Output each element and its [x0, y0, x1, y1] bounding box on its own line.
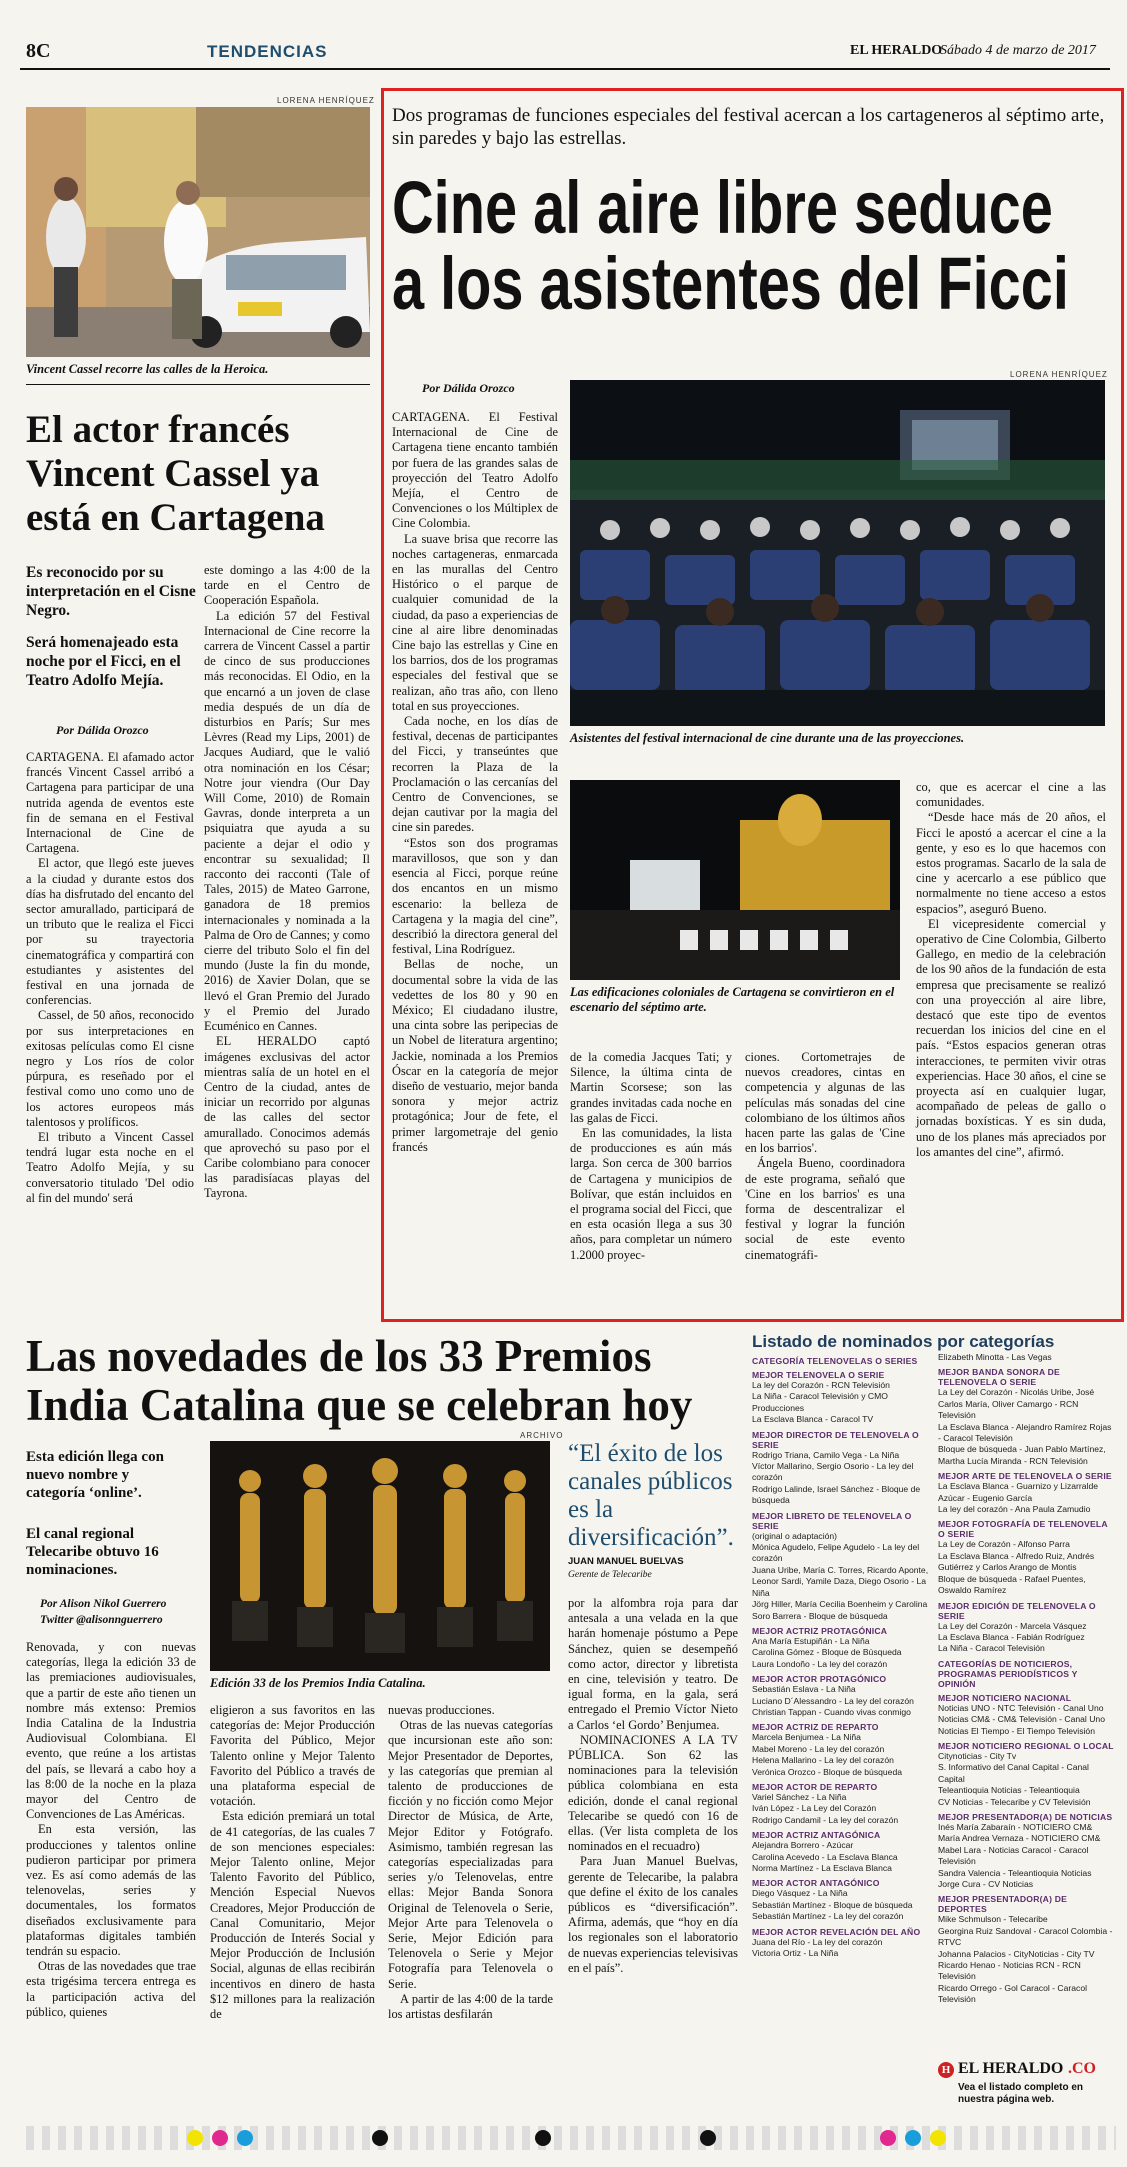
cine-col-1 [392, 410, 558, 1155]
category-heading: CATEGORÍA TELENOVELAS O SERIES [752, 1356, 918, 1366]
nominee-item: Teleantioquia Noticias - Teleantioquia [938, 1785, 1080, 1796]
cine-col-2 [570, 1050, 732, 1263]
header-date: Sábado 4 de marzo de 2017 [940, 43, 1096, 58]
divider [26, 384, 370, 385]
nominee-item: La ley del corazón - Ana Paula Zamudio [938, 1504, 1091, 1515]
heraldo-brand[interactable]: EL HERALDO [958, 2060, 1064, 2077]
nominee-item: Marcela Benjumea - La Niña [752, 1732, 861, 1743]
nominee-item: Noticias UNO - NTC Televisión - Canal Uno [938, 1702, 1104, 1713]
nominee-item: Carolina Gómez - Bloque de Búsqueda [752, 1647, 902, 1658]
paragraph: Otras de las novedades que trae esta trigésima tercera entrega es la participación activa del público, quienes [26, 1959, 196, 2019]
cassel-byline: Por Dálida Orozco [56, 723, 149, 737]
paragraph: En esta versión, las producciones y talentos online pudieron participar por primera vez. Es así como además de las telenovelas, series y documentales, los formatos diseñados exclusivamente para plataformas digitales también tendrán su espacio. [26, 1822, 196, 1959]
nominee-item: Rodrigo Candamil - La ley del corazón [752, 1814, 899, 1825]
paragraph: La edición 57 del Festival Internacional de Cine recorre la carrera de Vincent Cassel a partir de cinco de sus producciones más reconocidas. El Odio, en la que encarnó a un joven de clase media después de un día de disturbios en París; Sur mes Lèvres (Read my Lips, 2001) de Jacques Audiard, que le valió otra nominación en los César; Notre jour viendra (Our Day Will Come, 2010) de Romain Gavras, donde interpreta a un psiquiatra que ayuda a su paciente a dejar el odio y encontrar su sexualidad; Il racconto dei racconti (Tale of Tales, 2015) de Mateo Garrone, ganadora de 18 premios internacionales y nominada a la Palma de Oro de Cannes; y como cierre del tributo Solo el fin del mundo (Juste la fin du monde, 2016) de Xavier Dolan, que se llevó el Gran Premio del Jurado y el Premio del Jurado Ecuménico en Cannes. [204, 608, 370, 1034]
india-col-2 [210, 1703, 375, 2022]
paragraph: Cassel, de 50 años, reconocido por sus interpretaciones en exitosas películas como El cisne negro y Los ríos de color púrpura, es reseñado por el festival como uno como uno de los actores europeos más talentosos y prolíficos. [26, 1008, 194, 1129]
india-col-1 [26, 1640, 196, 2020]
registration-dot-cyan [237, 2130, 253, 2146]
category-heading: MEJOR ACTOR PROTAGÓNICO [752, 1674, 887, 1685]
paragraph: CARTAGENA. El Festival Internacional de Cine de Cartagena tiene encanto también por fuera de las grandes salas de proyección del Teatro Adolfo Mejía, el Centro de Convenciones o los Múltiplex de Cine Colombia. [392, 410, 558, 531]
registration-dot-magenta [212, 2130, 228, 2146]
nominees-col-b [938, 1352, 1114, 2042]
paragraph: nuevas producciones. [388, 1703, 495, 1717]
nominee-item: Ricardo Orrego - Gol Caracol - Caracol Televisión [938, 1982, 1088, 2005]
page-number: 8C [26, 40, 51, 62]
nominee-item: La Ley de Corazón - Alfonso Parra [938, 1539, 1070, 1550]
nominee-item: Helena Mallarino - La ley del corazón [752, 1755, 894, 1766]
category-heading: MEJOR ACTOR DE REPARTO [752, 1781, 878, 1792]
nominee-item: La Ley del Corazón - Nicolás Uribe, José Carlos María, Oliver Camargo - RCN Televisión [938, 1387, 1095, 1421]
pull-quote: “El éxito de los canales públicos es la diversificación”. [568, 1440, 734, 1551]
nominee-item: Inés María Zabaraín - NOTICIERO CM& [938, 1821, 1093, 1832]
paragraph: “Desde hace más de 20 años, el Ficci le apostó a acercar el cine a la gente, y eso es lo que hacemos con estos programas. Sacarlo de la sala de cine y acercarlo a ese público que normalmente no tiene acceso a estos espacios”, aseguró Bueno. [916, 810, 1106, 916]
india-subhead-1: Esta edición llega con nuevo nombre y categoría ‘online’. [26, 1449, 164, 1501]
nominee-item: Ana María Estupiñán - La Niña [752, 1635, 870, 1646]
section-title: TENDENCIAS [207, 42, 328, 61]
nominee-item: Bloque de búsqueda - Juan Pablo Martínez, Martha Lucía Miranda - RCN Televisión [938, 1444, 1106, 1466]
category-heading: MEJOR BANDA SONORA DE TELENOVELA O SERIE [938, 1367, 1060, 1388]
cine-headline: Cine al aire libre seduce a los asistentes del Ficci [392, 170, 1069, 325]
nominee-item: Christian Tappan - Cuando vivas conmigo [752, 1706, 911, 1717]
registration-dot-black [700, 2130, 716, 2146]
nominee-item: Mónica Agudelo, Felipe Agudelo - La ley del corazón [752, 1542, 920, 1564]
nominee-item: Victoria Ortiz - La Niña [752, 1948, 839, 1959]
paragraph: En las comunidades, la lista de producciones es aún más larga. Son cerca de 300 barrios de Cartagena y municipios de Bolívar, que están incluidos en el programa social del Ficci, que en esta ocasión llega a sus 30 años, para completar un número 1.2000 proyec- [570, 1126, 732, 1262]
nominee-item: Elizabeth Minotta - Las Vegas [938, 1352, 1052, 1362]
registration-dot-yellow [187, 2130, 203, 2146]
paragraph: El actor, que llegó este jueves a la ciudad y durante estos dos días ha disfrutado del encanto del sector amurallado, participará de un tributo que le realiza el Ficci por su trayectoria cinematográfica y compartirá con estudiantes y asistentes del festival en una jornada de conferencias. [26, 856, 194, 1008]
nominee-item: Luciano D´Alessandro - La ley del corazón [752, 1695, 914, 1706]
paragraph: Ángela Bueno, coordinadora de este programa, señaló que 'Cine en los barrios' es una forma de descentralizar el festival y lograr la función social de este evento cinematográfi- [745, 1156, 905, 1262]
paragraph: CARTAGENA. El afamado actor francés Vincent Cassel arribó a Cartagena para participar de una nutrida agenda de eventos este fin de semana en el Festival Internacional de Cine de Cartagena. [26, 750, 194, 856]
category-heading: MEJOR NOTICIERO REGIONAL O LOCAL [938, 1740, 1114, 1751]
paragraph: de la comedia Jacques Tati; y Silence, la última cinta de Martin Scorsese; son las grandes invitadas cada noche en las galas de Ficci. [570, 1050, 732, 1125]
category-heading: MEJOR ACTOR REVELACIÓN DEL AÑO [752, 1926, 921, 1937]
nominee-item: Sebastián Martínez - La ley del corazón [752, 1911, 904, 1922]
paragraph: Otras de las nuevas categorías que incursionan este año son: Mejor Presentador de Deportes, y las categorías que premian al talento de producciones de ficción y no ficción como Mejor Director de Música, de Arte, Mejor Editor y Fotógrafo. Asimismo, también regresan las categorías especializadas para series y/o Telenovelas, entre ellas: Mejor Banda Sonora Original de Telenovela o Serie, Mejor Arte para Telenovela o Serie, Mejor Edición para Telenovela o Serie y Mejor Fotografía para Telenovela o Serie. [388, 1718, 553, 1991]
category-heading: MEJOR ACTOR ANTAGÓNICO [752, 1878, 880, 1889]
paragraph: Cada noche, en los días de festival, decenas de participantes del Ficci, y transeúntes que recorren la Plaza de la Proclamación o las cercanías del Centro de Convenciones, se dejan cautivar por la magia del cine sin paredes. [392, 714, 558, 835]
india-headline: Las novedades de los 33 Premios India Catalina que se celebran hoy [26, 1331, 693, 1430]
india-col-3 [388, 1703, 553, 2022]
photo-credit: LORENA HENRÍQUEZ [277, 96, 375, 105]
nominee-item: Rodrigo Triana, Camilo Vega - La Niña [752, 1449, 900, 1460]
category-heading: MEJOR NOTICIERO NACIONAL [938, 1692, 1072, 1703]
nominee-item: Bloque de búsqueda - Rafael Puentes, Oswaldo Ramírez [938, 1573, 1086, 1596]
cine-byline: Por Dálida Orozco [422, 381, 515, 395]
nominee-item: La Esclava Blanca - Guarnizo y Lizarralde [938, 1481, 1099, 1492]
plaza-caption: Las edificaciones coloniales de Cartagena se convirtieron en el escenario del séptimo arte. [570, 985, 895, 1014]
category-heading: MEJOR FOTOGRAFÍA DE TELENOVELA O SERIE [938, 1519, 1108, 1540]
nominees-title: Listado de nominados por categorías [752, 1332, 1055, 1351]
category-heading: MEJOR LIBRETO DE TELENOVELA O SERIE [752, 1510, 912, 1531]
paragraph: NOMINACIONES A LA TV PÚBLICA. Son 62 las nominaciones para la televisión pública colombiana en esta edición, donde el canal regional Telecaribe se quedó con 16 de ellas. (Ver lista completa de los nominados en el recuadro) [568, 1732, 738, 1854]
category-heading: MEJOR ACTRIZ PROTAGÓNICA [752, 1625, 888, 1636]
nominee-item: Sandra Valencia - Teleantioquia Noticias [938, 1867, 1092, 1878]
nominee-item: Citynoticias - City Tv [938, 1750, 1017, 1761]
heraldo-tld[interactable]: .CO [1068, 2060, 1096, 2077]
audience-photo [570, 380, 1105, 726]
audience-caption: Asistentes del festival internacional de cine durante una de las proyecciones. [570, 731, 965, 745]
nominee-item: Mabel Moreno - La ley del corazón [752, 1743, 885, 1754]
photo-credit: ARCHIVO [520, 1431, 564, 1440]
quote-author: JUAN MANUEL BUELVAS [568, 1556, 684, 1567]
nominee-item: Iván López - La Ley del Corazón [752, 1803, 877, 1814]
india-twitter: Twitter @alisonnguerrero [40, 1614, 163, 1626]
cine-col-3 [745, 1050, 905, 1263]
nominee-item: Carolina Acevedo - La Esclava Blanca [752, 1851, 898, 1862]
nominee-item: Johanna Palacios - CityNoticias - City TV [938, 1948, 1095, 1959]
paper-name: EL HERALDO [850, 43, 943, 58]
category-heading: MEJOR ACTRIZ ANTAGÓNICA [752, 1830, 881, 1841]
paragraph: Renovada, y con nuevas categorías, llega la edición 33 de las premiaciones audiovisuales, que a partir de este año tienen un nombre más extenso: Premios India Catalina de la Industria Audiovisual Colombiana. El evento, que reúne a los artistas del país, se llevará a cabo hoy a las 8:00 de la noche en la plaza mayor del Centro de Convenciones de Las Américas. [26, 1640, 196, 1822]
nominee-item: Jörg Hiller, María Cecilia Boenheim y Carolina Soro Barrera - Bloque de búsqueda [752, 1599, 928, 1621]
paragraph: por la alfombra roja para dar antesala a una velada en la que harán homenaje póstumo a Pepe Sánchez, quien se desempeñó como actor, director y libretista en cine, televisión y teatro. De igual forma, en la gala, será entregado el Premio Víctor Nieto a Carlos ‘el Gordo’ Benjumea. [568, 1596, 738, 1732]
india-subhead-2: El canal regional Telecaribe obtuvo 16 nominaciones. [26, 1526, 159, 1578]
cassel-caption: Vincent Cassel recorre las calles de la Heroica. [26, 362, 269, 376]
registration-dot-black [535, 2130, 551, 2146]
paragraph: co, que es acercar el cine a las comunidades. [916, 780, 1106, 810]
nominee-item: Víctor Mallarino, Sergio Osorio - La ley del corazón [752, 1461, 914, 1483]
category-heading: MEJOR TELENOVELA O SERIE [752, 1370, 885, 1380]
cine-col-4 [916, 780, 1106, 1160]
paragraph: La suave brisa que recorre las noches cartageneras, enmarcada en las murallas del Centro Histórico o el parque de cualquier comunidad de la ciudad, da paso a experiencias de cine al aire libre denominadas Cine bajo las estrellas y Cine en los barrios, dos de los programas especiales del festival que se realizan, año tras año, con lleno total en sus proyecciones. [392, 531, 558, 713]
paragraph: El tributo a Vincent Cassel tendrá lugar esta noche en el Teatro Adolfo Mejía, y su conversatorio titulado 'Del odio al fin del mundo' será [26, 1130, 194, 1205]
paragraph: “Estos son dos programas maravillosos, que son y dan esencia al Ficci, porque reúne dos encantos en un mismo escenario: la belleza de Cartagena y la magia del cine”, describió la directora general del festival, Lina Rodríguez. [392, 835, 558, 957]
nominee-item: Diego Vásquez - La Niña [752, 1888, 848, 1899]
cassel-headline: El actor francés Vincent Cassel ya está en Cartagena [26, 408, 325, 539]
cine-headline-wrap [392, 170, 1072, 350]
nominee-item: Sebastián Eslava - La Niña [752, 1684, 856, 1695]
category-heading: MEJOR ACTRIZ DE REPARTO [752, 1722, 879, 1733]
heraldo-footer-text: Vea el listado completo en nuestra página web. [958, 2082, 1084, 2105]
paragraph: este domingo a las 4:00 de la tarde en el Centro de Cooperación Española. [204, 563, 370, 608]
nominee-item: S. Informativo del Canal Capital - Canal Capital [938, 1762, 1089, 1784]
nominees-col-a [752, 1352, 932, 2112]
paragraph: ciones. Cortometrajes de nuevos creadores, cintas en competencia y algunas de las películas más sonadas del cine colombiano de los últimos años hacen parte las galas de 'Cine en los barrios'. [745, 1050, 905, 1156]
nominee-item: Noticias El Tiempo - El Tiempo Televisión [938, 1725, 1095, 1736]
nominee-item: Azúcar - Eugenio García [938, 1492, 1033, 1503]
category-heading: CATEGORÍAS DE NOTICIEROS, PROGRAMAS PERIODÍSTICOS Y OPINIÓN [938, 1658, 1078, 1689]
nominee-item: Verónica Orozco - Bloque de búsqueda [752, 1766, 903, 1777]
cassel-subhead-2: Será homenajeado esta noche por el Ficci, en el Teatro Adolfo Mejía. [26, 634, 181, 689]
paragraph: A partir de las 4:00 de la tarde los artistas desfilarán [388, 1991, 553, 2022]
nominee-item: La Esclava Blanca - Alfredo Ruiz, Andrés Gutiérrez y Carlos Arango de Montis [938, 1550, 1095, 1573]
nominee-item: Ricardo Henao - Noticias RCN - RCN Televisión [938, 1960, 1081, 1982]
nominee-item: Mike Schmulson - Telecaribe [938, 1914, 1048, 1925]
nominee-item: Rodrigo Lalinde, Israel Sánchez - Bloque de búsqueda [752, 1483, 921, 1506]
nominee-item: Jorge Cura - CV Noticias [938, 1879, 1034, 1889]
nominee-item: Juana del Río - La ley del corazón [752, 1936, 883, 1947]
category-heading: MEJOR DIRECTOR DE TELENOVELA O SERIE [752, 1429, 919, 1450]
nominee-item: La Ley del Corazón - Marcela Vásquez [938, 1620, 1087, 1631]
nominee-item: La Esclava Blanca - Fabián Rodríguez [938, 1631, 1085, 1642]
category-heading: MEJOR ARTE DE TELENOVELA O SERIE [938, 1471, 1112, 1482]
nominee-item: Mabel Lara - Noticias Caracol - Caracol Televisión [938, 1844, 1089, 1867]
plaza-photo [570, 780, 900, 980]
paragraph: eligieron a sus favoritos en las categorías de: Mejor Producción Favorita del Público, Mejor Talento online y Mejor Talento Favorito del Público a través de una plataforma especial de votación. [210, 1703, 375, 1809]
registration-dot-black [372, 2130, 388, 2146]
registration-dot-yellow [930, 2130, 946, 2146]
nominee-item: La ley del Corazón - RCN Televisión [752, 1380, 890, 1390]
statuettes-caption: Edición 33 de los Premios India Catalina. [210, 1676, 426, 1690]
registration-dot-magenta [880, 2130, 896, 2146]
registration-dot-cyan [905, 2130, 921, 2146]
statuettes-photo [210, 1441, 550, 1671]
category-heading: MEJOR PRESENTADOR(A) DE NOTICIAS [938, 1811, 1113, 1822]
header-rule [20, 68, 1110, 70]
nominee-item: Variel Sánchez - La Niña [752, 1791, 847, 1802]
nominee-item: Laura Londoño - La ley del corazón [752, 1658, 888, 1669]
nominee-item: La Esclava Blanca - Alejandro Ramírez Rojas - Caracol Televisión [938, 1421, 1112, 1444]
nominee-item: Noticias CM& - CM& Televisión - Canal Uno [938, 1714, 1105, 1725]
nominee-item: La Niña - Caracol Televisión [938, 1643, 1045, 1654]
nominee-item: Alejandra Borrero - Azúcar [752, 1840, 854, 1851]
quote-role: Gerente de Telecaribe [568, 1570, 652, 1580]
nominee-item: Georgina Ruiz Sandoval - Caracol Colombia - RTVC [938, 1925, 1113, 1948]
category-heading: MEJOR EDICIÓN DE TELENOVELA O SERIE [938, 1600, 1096, 1621]
nominee-item: María Andrea Vernaza - NOTICIERO CM& [938, 1833, 1101, 1844]
cine-kicker: Dos programas de funciones especiales del festival acercan a los cartageneros al séptimo arte, sin paredes y bajo las estrellas. [392, 105, 1105, 149]
category-heading: MEJOR PRESENTADOR(A) DE DEPORTES [938, 1894, 1068, 1915]
nominee-item: Norma Martínez - La Esclava Blanca [752, 1863, 892, 1873]
nominee-item: Sebastián Martínez - Bloque de búsqueda [752, 1899, 913, 1910]
nominee-item: Juana Uribe, María C. Torres, Ricardo Aponte, Leonor Sardi, Yamile Daza, Diego Osorio - La Niña [752, 1564, 929, 1598]
nominee-item: (original o adaptación) [752, 1530, 838, 1541]
nominee-item: La Niña - Caracol Televisión y CMO Producciones [752, 1391, 888, 1413]
nominee-item: CV Noticias - Telecaribe y CV Televisión [938, 1796, 1091, 1807]
paragraph: Bellas de noche, un documental sobre la vida de las vedettes de los 80 y 90 en México; El ciudadano ilustre, una cinta sobre las peripecias de un Nobel de literatura argentino; Jackie, nominada a los Premios Óscar en la categoría de mejor diseño de vestuario, mejor banda sonora y mejor actriz protagónica; Jour de fete, el primer largometraje del genio francés [392, 957, 558, 1154]
paragraph: Para Juan Manuel Buelvas, gerente de Telecaribe, la palabra que define el éxito de los canales públicos es “diversificación”. Afirma, además, que “hoy en día los regionales son el laboratorio de nuevas experiencias televisivas en el país”. [568, 1854, 738, 1975]
heraldo-footer-box [938, 2060, 1114, 2115]
nominee-item: La Esclava Blanca - Caracol TV [752, 1414, 874, 1425]
paragraph: Esta edición premiará un total de 41 categorías, de las cuales 7 de son menciones especiales: Mejor Talento online, Mejor Talento Favorito del Público, Mención Especial Nuevos Creadores, Mejor Producción de Canal Comunitario, Mejor Producción de Interés Social y Mejor Producción de Inclusión Social, algunas de ellas recibirán incentivos en dinero de hasta $12 millones para la realización de [210, 1809, 375, 2022]
cassel-photo [26, 107, 370, 357]
cassel-subhead-1: Es reconocido por su interpretación en el Cisne Negro. [26, 564, 196, 619]
cassel-col-2 [204, 563, 370, 1202]
cassel-col-1 [26, 750, 194, 1206]
paragraph: EL HERALDO captó imágenes exclusivas del actor mientras salía de un hotel en el Centro de la ciudad, antes de iniciar un recorrido por algunas de las calles del sector amurallado. Conocimos además que aprovechó su paso por el Caribe colombiano para conocer las paradisíacas playas del Tayrona. [204, 1034, 370, 1201]
photo-credit: LORENA HENRÍQUEZ [1010, 370, 1108, 379]
india-byline: Por Alison Nikol Guerrero [40, 1598, 167, 1610]
india-col-4 [568, 1596, 738, 1976]
heraldo-logo-icon: H [938, 2062, 954, 2078]
paragraph: El vicepresidente comercial y operativo de Cine Colombia, Gilberto Gallego, en medio de la celebración de los 90 años de la fundación de esta empresa que precisamente se realizó con una proyección al aire libre, destacó que este tipo de eventos recuerdan los inicios del cine en el país. “Estos espacios generan otras interacciones, te permiten vivir otras experiencias. Hace 30 años, el cine se proyecta así en cualquier lugar, acompañado de peleas de gallo o jornadas boxísticas. Y es sin duda, uno de los planes más apreciados por los amantes del cine”, afirmó. [916, 916, 1106, 1159]
